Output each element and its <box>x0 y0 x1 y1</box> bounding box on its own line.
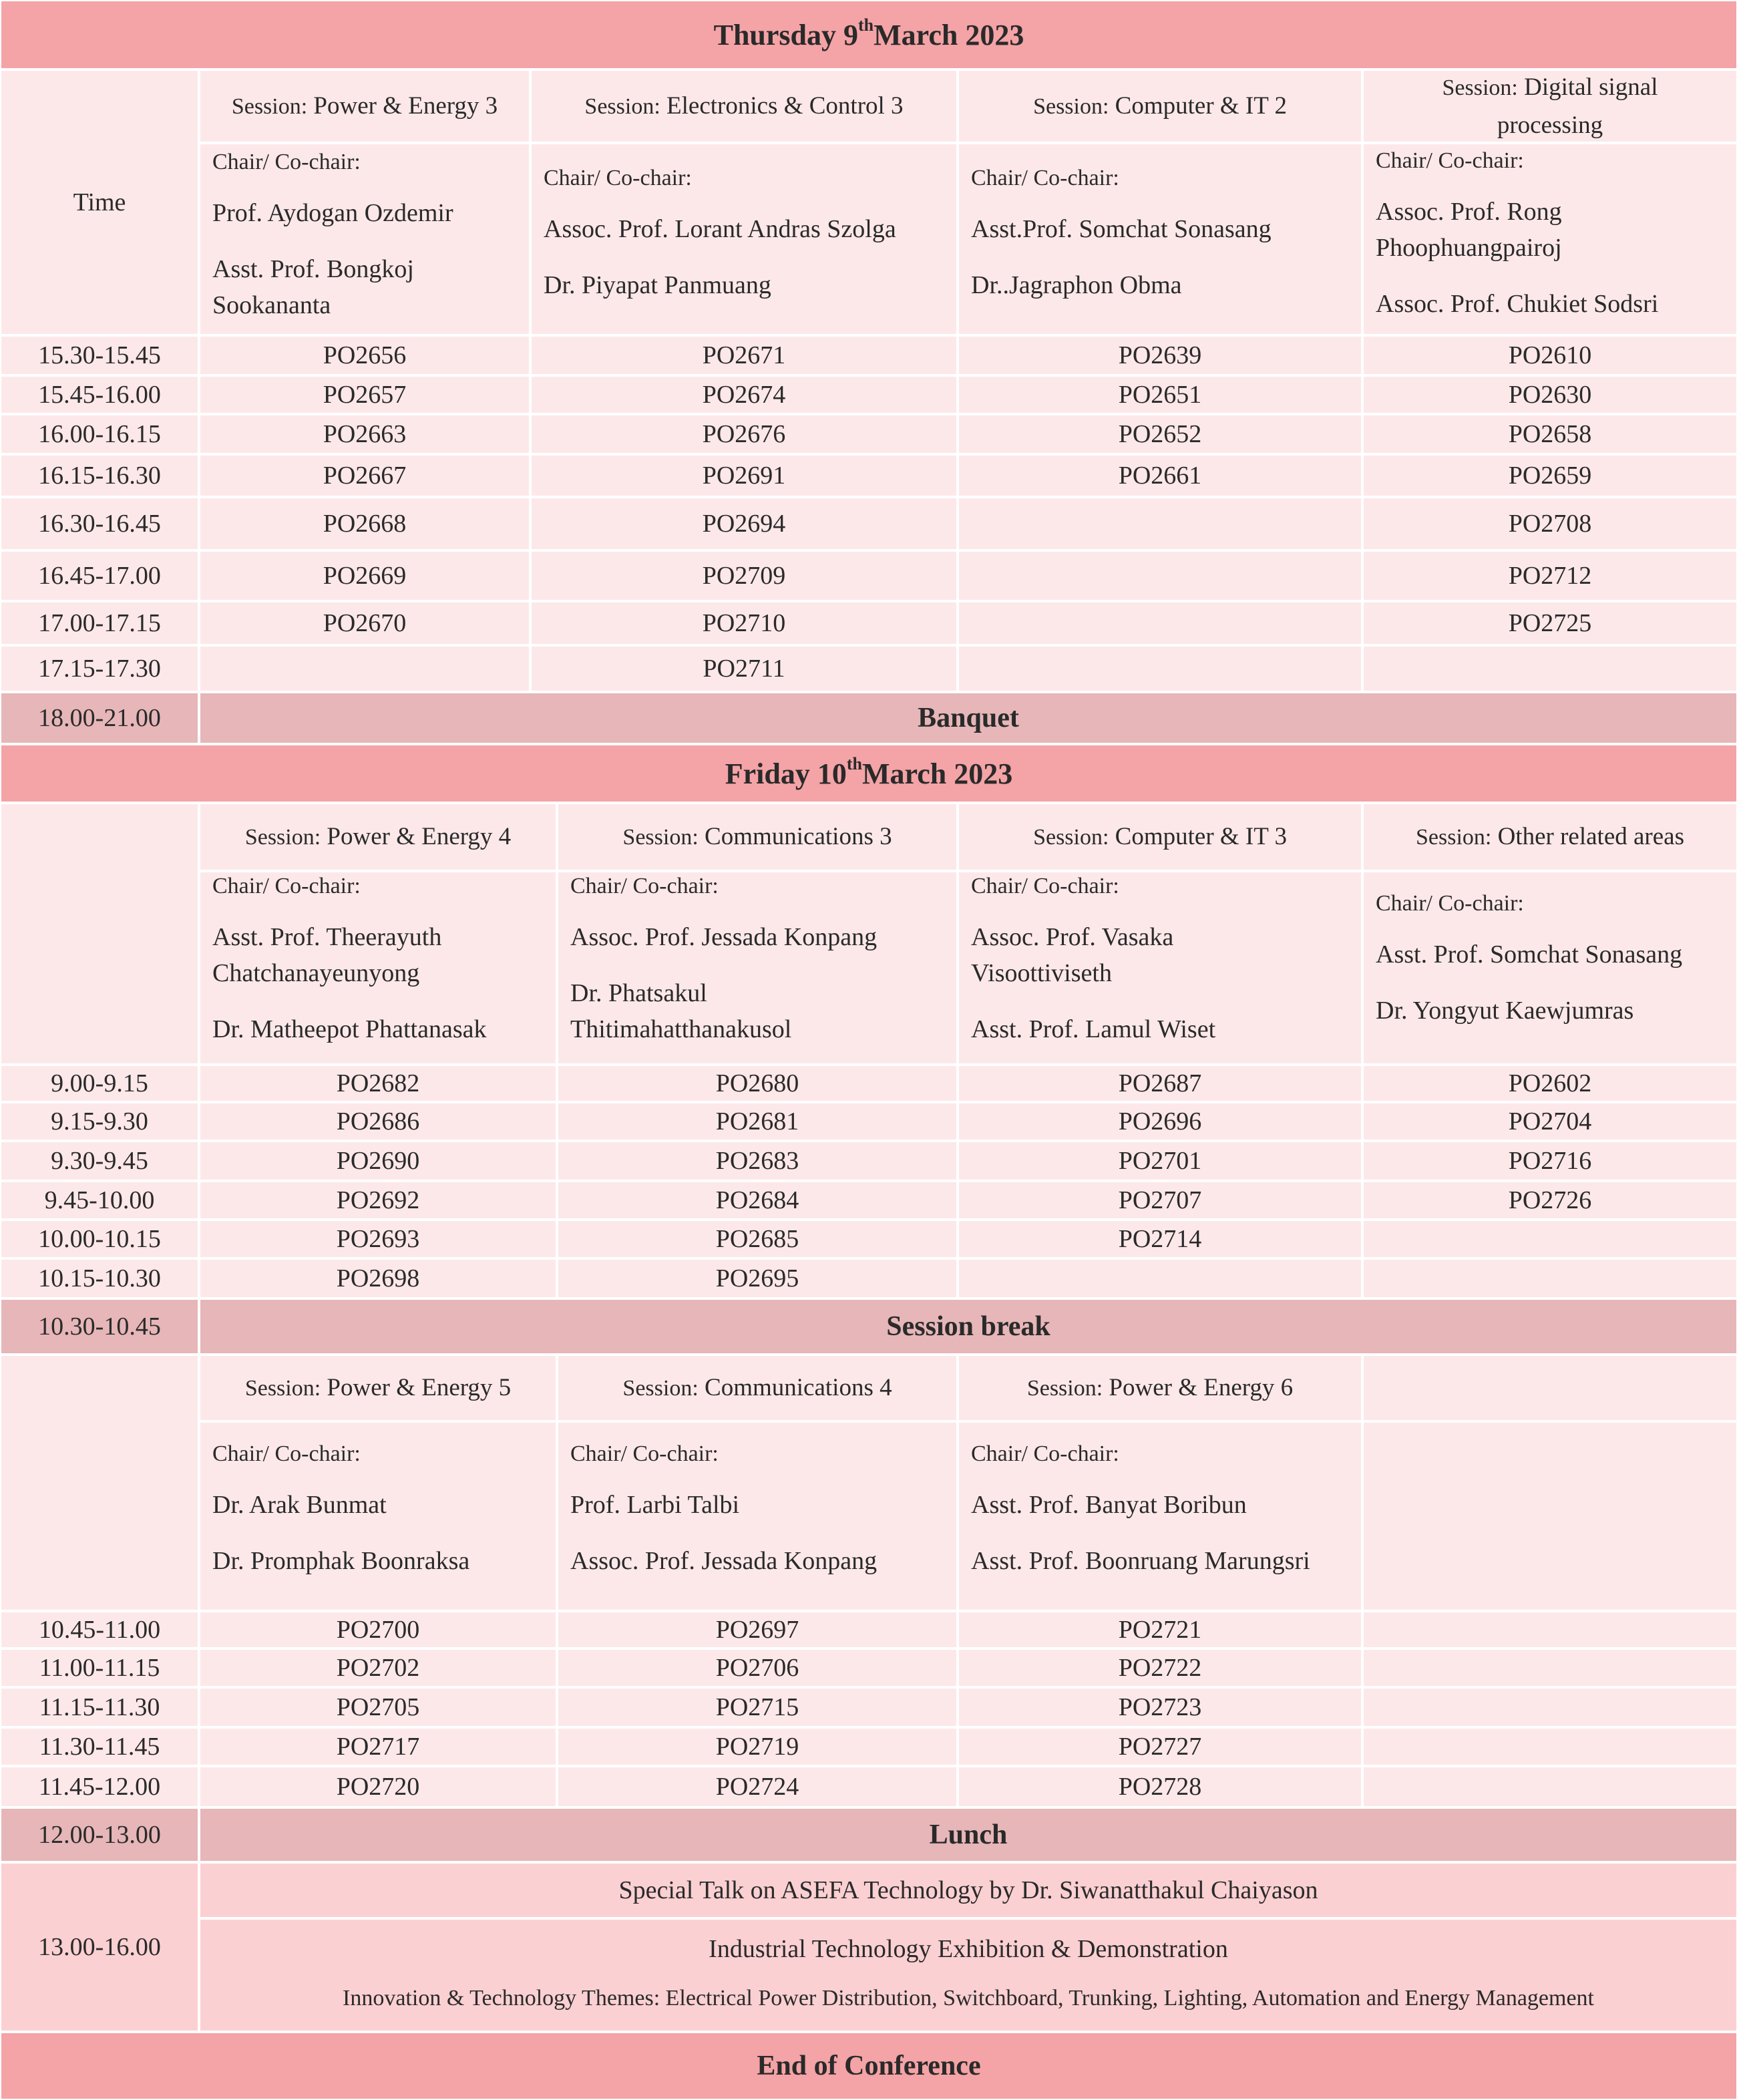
time-slot: 10.45-11.00 <box>1 1612 198 1647</box>
time-blank <box>1 804 198 1063</box>
paper-id-cell: PO2691 <box>532 456 956 496</box>
paper-id-cell: PO2663 <box>200 415 529 453</box>
paper-id-cell: PO2668 <box>200 498 529 549</box>
empty-cell <box>1364 1729 1736 1765</box>
time-slot: 11.30-11.45 <box>1 1729 198 1765</box>
paper-id-cell: PO2706 <box>558 1650 956 1686</box>
paper-id-cell: PO2602 <box>1364 1066 1736 1101</box>
time-slot: 9.30-9.45 <box>1 1142 198 1180</box>
paper-id-cell: PO2685 <box>558 1221 956 1257</box>
paper-id-cell: PO2694 <box>532 498 956 549</box>
time-slot: 15.45-16.00 <box>1 377 198 413</box>
paper-id-cell: PO2670 <box>200 602 529 644</box>
empty-cell <box>1364 1612 1736 1647</box>
time-slot: 11.45-12.00 <box>1 1767 198 1806</box>
time-slot: 17.15-17.30 <box>1 647 198 691</box>
chair-cell: Chair/ Co-chair: Dr. Arak Bunmat Dr. Promphak Boonraksa <box>200 1423 556 1610</box>
banquet-time: 18.00-21.00 <box>1 693 198 743</box>
paper-id-cell: PO2708 <box>1364 498 1736 549</box>
paper-id-cell: PO2700 <box>200 1612 556 1647</box>
chair-cell-empty <box>1364 1423 1736 1610</box>
paper-id-cell: PO2687 <box>959 1066 1361 1101</box>
paper-id-cell: PO2657 <box>200 377 529 413</box>
session-header: Session: Computer & IT 2 <box>959 71 1361 142</box>
paper-id-cell: PO2692 <box>200 1182 556 1218</box>
paper-id-cell: PO2724 <box>558 1767 956 1806</box>
paper-id-cell: PO2710 <box>532 602 956 644</box>
day-title: Thursday 9 <box>713 18 859 51</box>
empty-cell <box>1364 1689 1736 1726</box>
paper-id-cell: PO2702 <box>200 1650 556 1686</box>
time-slot: 9.45-10.00 <box>1 1182 198 1218</box>
paper-id-cell: PO2704 <box>1364 1103 1736 1140</box>
paper-id-cell: PO2719 <box>558 1729 956 1765</box>
paper-id-cell: PO2711 <box>532 647 956 691</box>
paper-id-cell: PO2717 <box>200 1729 556 1765</box>
time-slot: 11.00-11.15 <box>1 1650 198 1686</box>
paper-id-cell: PO2684 <box>558 1182 956 1218</box>
session-header: Session: Power & Energy 5 <box>200 1356 556 1420</box>
paper-id-cell: PO2639 <box>959 337 1361 374</box>
session-header: Session: Other related areas <box>1364 804 1736 870</box>
paper-id-cell: PO2722 <box>959 1650 1361 1686</box>
paper-id-cell: PO2693 <box>200 1221 556 1257</box>
empty-cell <box>1364 1650 1736 1686</box>
chair-cell: Chair/ Co-chair: Asst. Prof. Theerayuth Chatchanayeunyong Dr. Matheepot Phattanasak <box>200 872 556 1063</box>
session-header: Session: Power & Energy 3 <box>200 71 529 142</box>
paper-id-cell: PO2656 <box>200 337 529 374</box>
paper-id-cell: PO2721 <box>959 1612 1361 1647</box>
time-slot: 10.00-10.15 <box>1 1221 198 1257</box>
paper-id-cell: PO2659 <box>1364 456 1736 496</box>
paper-id-cell: PO2681 <box>558 1103 956 1140</box>
paper-id-cell: PO2669 <box>200 552 529 600</box>
paper-id-cell: PO2695 <box>558 1260 956 1297</box>
lunch-label: Lunch <box>200 1809 1736 1861</box>
special-talk: Special Talk on ASEFA Technology by Dr. Siwanatthakul Chaiyason <box>200 1864 1736 1917</box>
paper-id-cell: PO2676 <box>532 415 956 453</box>
break-label: Session break <box>200 1300 1736 1353</box>
empty-cell <box>1364 1767 1736 1806</box>
paper-id-cell: PO2709 <box>532 552 956 600</box>
exhibition-cell <box>200 1920 1736 2031</box>
time-slot: 16.30-16.45 <box>1 498 198 549</box>
time-header: Time <box>1 71 198 334</box>
paper-id-cell: PO2667 <box>200 456 529 496</box>
day-rest: March 2023 <box>874 18 1024 51</box>
time-blank <box>1 1356 198 1610</box>
time-slot: 9.15-9.30 <box>1 1103 198 1140</box>
chair-cell: Chair/ Co-chair: Prof. Aydogan Ozdemir Asst. Prof. Bongkoj Sookananta <box>200 144 529 334</box>
chair-cell: Chair/ Co-chair: Asst.Prof. Somchat Sonasang Dr..Jagraphon Obma <box>959 144 1361 334</box>
time-slot: 16.00-16.15 <box>1 415 198 453</box>
paper-id-cell: PO2707 <box>959 1182 1361 1218</box>
end-of-conference: End of Conference <box>1 2033 1736 2099</box>
chair-cell: Chair/ Co-chair: Assoc. Prof. Lorant Andras Szolga Dr. Piyapat Panmuang <box>532 144 956 334</box>
paper-id-cell: PO2701 <box>959 1142 1361 1180</box>
chair-cell: Chair/ Co-chair: Asst. Prof. Banyat Boribun Asst. Prof. Boonruang Marungsri <box>959 1423 1361 1610</box>
paper-id-cell: PO2661 <box>959 456 1361 496</box>
break-time: 10.30-10.45 <box>1 1300 198 1353</box>
paper-id-cell <box>1364 647 1736 691</box>
paper-id-cell <box>959 602 1361 644</box>
paper-id-cell: PO2610 <box>1364 337 1736 374</box>
chair-cell: Chair/ Co-chair: Assoc. Prof. Rong Phoophuangpairoj Assoc. Prof. Chukiet Sodsri <box>1364 144 1736 334</box>
paper-id-cell: PO2658 <box>1364 415 1736 453</box>
time-slot: 11.15-11.30 <box>1 1689 198 1726</box>
paper-id-cell <box>200 647 529 691</box>
session-header: Session: Communications 3 <box>558 804 956 870</box>
lunch-time: 12.00-13.00 <box>1 1809 198 1861</box>
paper-id-cell: PO2697 <box>558 1612 956 1647</box>
paper-id-cell: PO2671 <box>532 337 956 374</box>
time-slot: 16.45-17.00 <box>1 552 198 600</box>
paper-id-cell: PO2727 <box>959 1729 1361 1765</box>
chair-cell: Chair/ Co-chair: Asst. Prof. Somchat Sonasang Dr. Yongyut Kaewjumras <box>1364 872 1736 1063</box>
paper-id-cell <box>959 498 1361 549</box>
paper-id-cell: PO2680 <box>558 1066 956 1101</box>
paper-id-cell: PO2696 <box>959 1103 1361 1140</box>
paper-id-cell: PO2714 <box>959 1221 1361 1257</box>
exhibition-themes: Innovation & Technology Themes: Electrical Power Distribution, Switchboard, Trunking, Lighting, Automation and Energy Management <box>343 1986 1594 2010</box>
paper-id-cell <box>959 1260 1361 1297</box>
time-slot: 9.00-9.15 <box>1 1066 198 1101</box>
paper-id-cell: PO2716 <box>1364 1142 1736 1180</box>
chair-cell: Chair/ Co-chair: Assoc. Prof. Vasaka Visoottiviseth Asst. Prof. Lamul Wiset <box>959 872 1361 1063</box>
paper-id-cell: PO2652 <box>959 415 1361 453</box>
paper-id-cell <box>959 647 1361 691</box>
paper-id-cell: PO2726 <box>1364 1182 1736 1218</box>
paper-id-cell: PO2698 <box>200 1260 556 1297</box>
paper-id-cell: PO2674 <box>532 377 956 413</box>
paper-id-cell: PO2715 <box>558 1689 956 1726</box>
paper-id-cell <box>959 552 1361 600</box>
paper-id-cell: PO2686 <box>200 1103 556 1140</box>
paper-id-cell <box>1364 1260 1736 1297</box>
paper-id-cell: PO2705 <box>200 1689 556 1726</box>
chair-cell: Chair/ Co-chair: Prof. Larbi Talbi Assoc. Prof. Jessada Konpang <box>558 1423 956 1610</box>
paper-id-cell: PO2728 <box>959 1767 1361 1806</box>
paper-id-cell: PO2630 <box>1364 377 1736 413</box>
paper-id-cell: PO2683 <box>558 1142 956 1180</box>
session-header: Session: Digital signal processing <box>1364 71 1736 142</box>
paper-id-cell: PO2712 <box>1364 552 1736 600</box>
chair-cell: Chair/ Co-chair: Assoc. Prof. Jessada Konpang Dr. Phatsakul Thitimahatthanakusol <box>558 872 956 1063</box>
day-header-thursday: Thursday 9 $^{th}$ March 2023 <box>1 1 1736 68</box>
session-header: Session: Computer & IT 3 <box>959 804 1361 870</box>
time-slot: 16.15-16.30 <box>1 456 198 496</box>
time-slot: 10.15-10.30 <box>1 1260 198 1297</box>
paper-id-cell: PO2651 <box>959 377 1361 413</box>
paper-id-cell: PO2723 <box>959 1689 1361 1726</box>
session-header-empty <box>1364 1356 1736 1420</box>
afternoon-time: 13.00-16.00 <box>1 1864 198 2031</box>
paper-id-cell <box>1364 1221 1736 1257</box>
day-header-friday: Friday 10 $^{th}$ March 2023 <box>1 745 1736 802</box>
paper-id-cell: PO2690 <box>200 1142 556 1180</box>
time-slot: 15.30-15.45 <box>1 337 198 374</box>
exhibition-title: Industrial Technology Exhibition & Demonstration <box>709 1935 1228 1963</box>
session-header: Session: Communications 4 <box>558 1356 956 1420</box>
paper-id-cell: PO2720 <box>200 1767 556 1806</box>
banquet-label: Banquet <box>200 693 1736 743</box>
session-header: Session: Electronics & Control 3 <box>532 71 956 142</box>
session-header: Session: Power & Energy 4 <box>200 804 556 870</box>
session-header: Session: Power & Energy 6 <box>959 1356 1361 1420</box>
paper-id-cell: PO2682 <box>200 1066 556 1101</box>
paper-id-cell: PO2725 <box>1364 602 1736 644</box>
time-slot: 17.00-17.15 <box>1 602 198 644</box>
